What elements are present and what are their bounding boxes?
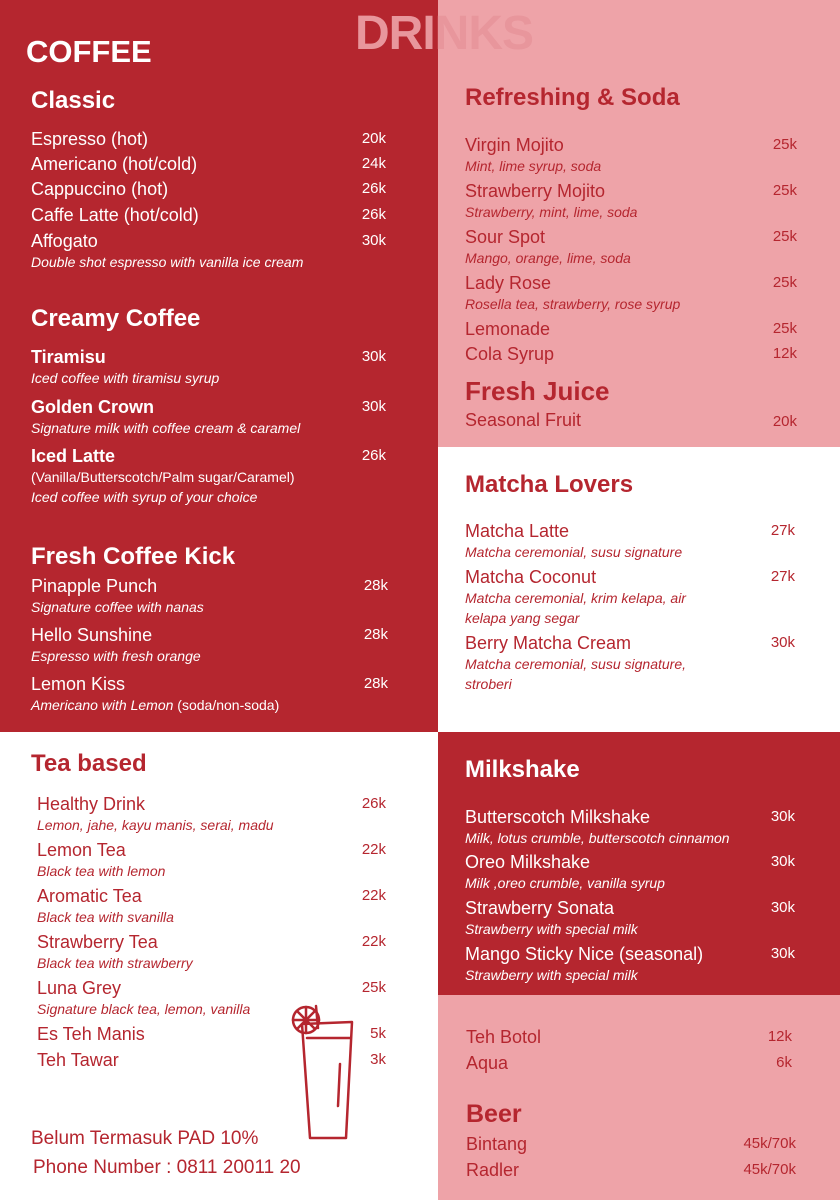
phone-number: Phone Number : 0811 20011 20	[33, 1157, 301, 1178]
item-name: Lemon Tea	[37, 840, 126, 860]
item-price: 6k	[776, 1054, 792, 1071]
item-price: 28k	[363, 675, 388, 692]
menu-item	[465, 343, 797, 365]
menu-item	[465, 566, 795, 628]
menu-item	[465, 851, 795, 893]
section-title-fresh-juice: Fresh Juice	[465, 376, 610, 406]
menu-item	[37, 885, 386, 927]
item-description: Espresso with fresh orange	[31, 648, 201, 664]
item-name: Iced Latte	[31, 446, 116, 466]
item-description: Mango, orange, lime, soda	[465, 250, 631, 266]
item-price: 22k	[361, 841, 386, 858]
item-name: Strawberry Tea	[37, 932, 158, 952]
item-price: 26k	[361, 206, 386, 223]
item-name: Teh Tawar	[37, 1050, 119, 1070]
menu-item	[31, 575, 388, 617]
menu-item	[31, 153, 386, 175]
menu-item	[31, 230, 386, 272]
menu-item	[465, 134, 797, 176]
menu-item	[466, 1026, 792, 1048]
section-title-tea-based: Tea based	[31, 750, 147, 777]
item-name: Matcha Coconut	[465, 567, 597, 587]
menu-item	[465, 409, 797, 431]
item-description: Signature black tea, lemon, vanilla	[37, 1001, 251, 1017]
menu-item	[465, 272, 797, 314]
item-description: Strawberry with special milk	[465, 921, 638, 937]
item-description-main: Americano with Lemon	[31, 697, 174, 713]
menu-item	[465, 897, 795, 939]
item-price: 22k	[361, 887, 386, 904]
item-price: 30k	[361, 348, 386, 365]
item-price: 25k	[772, 136, 797, 153]
item-description: Strawberry with special milk	[465, 967, 638, 983]
item-price: 25k	[772, 274, 797, 291]
item-price: 30k	[770, 945, 795, 962]
item-name: Strawberry Sonata	[465, 898, 615, 918]
item-description: Black tea with strawberry	[37, 955, 193, 971]
item-name: Cappuccino (hot)	[31, 179, 169, 199]
section-title-matcha-lovers: Matcha Lovers	[465, 471, 634, 498]
item-price: 25k	[772, 228, 797, 245]
item-price: 25k	[361, 979, 386, 996]
menu-item	[465, 632, 795, 694]
item-name: Mango Sticky Nice (seasonal)	[465, 944, 704, 964]
item-price: 27k	[770, 568, 795, 585]
menu-item	[466, 1133, 796, 1155]
item-price: 26k	[361, 447, 386, 464]
item-name: Luna Grey	[37, 978, 122, 998]
menu-item	[37, 931, 386, 973]
drink-glass-icon	[286, 1002, 358, 1144]
item-name: Cola Syrup	[465, 344, 555, 364]
menu-item	[465, 520, 795, 562]
item-description: Signature milk with coffee cream & caramel	[31, 420, 301, 436]
menu-item	[31, 624, 388, 666]
item-description: Iced coffee with syrup of your choice	[31, 489, 258, 505]
section-title-creamy-coffee: Creamy Coffee	[31, 305, 201, 332]
item-name: Lemon Kiss	[31, 674, 126, 694]
item-name: Es Teh Manis	[37, 1024, 145, 1044]
item-name: Matcha Latte	[465, 521, 570, 541]
menu-item	[466, 1159, 796, 1181]
section-title-refreshing-soda: Refreshing & Soda	[465, 84, 680, 111]
menu-item	[31, 204, 386, 226]
menu-item	[31, 445, 386, 507]
item-description: Milk, lotus crumble, butterscotch cinnamon	[465, 830, 730, 846]
item-name: Healthy Drink	[37, 794, 146, 814]
item-description: Iced coffee with tiramisu syrup	[31, 370, 220, 386]
item-name: Sour Spot	[465, 227, 546, 247]
item-price: 45k/70k	[743, 1161, 796, 1178]
item-price: 30k	[770, 853, 795, 870]
menu-item	[31, 346, 386, 388]
item-price: 45k/70k	[743, 1135, 796, 1152]
item-description: Black tea with lemon	[37, 863, 166, 879]
item-description: Matcha ceremonial, susu signature	[465, 544, 683, 560]
menu-item	[465, 943, 795, 985]
item-name: Aromatic Tea	[37, 886, 142, 906]
section-title-classic: Classic	[31, 87, 116, 114]
menu-item	[466, 1052, 792, 1074]
section-title-beer: Beer	[466, 1100, 522, 1128]
menu-item	[465, 318, 797, 340]
item-name: Teh Botol	[466, 1027, 542, 1047]
item-price: 30k	[770, 899, 795, 916]
item-price: 27k	[770, 522, 795, 539]
item-price: 28k	[363, 626, 388, 643]
item-note: (Vanilla/Butterscotch/Palm sugar/Caramel)	[31, 469, 295, 485]
item-name: Berry Matcha Cream	[465, 633, 632, 653]
item-price: 25k	[772, 320, 797, 337]
item-name: Espresso (hot)	[31, 129, 149, 149]
item-name: Caffe Latte (hot/cold)	[31, 205, 199, 225]
item-price: 30k	[770, 808, 795, 825]
item-description: Signature coffee with nanas	[31, 599, 204, 615]
item-description	[31, 695, 388, 715]
section-title-fresh-coffee-kick: Fresh Coffee Kick	[31, 543, 236, 570]
menu-item	[31, 673, 388, 715]
item-name: Aqua	[466, 1053, 509, 1073]
item-price: 20k	[772, 413, 797, 430]
item-price: 30k	[361, 398, 386, 415]
item-price: 26k	[361, 795, 386, 812]
item-price: 22k	[361, 933, 386, 950]
item-price: 5k	[370, 1025, 386, 1042]
item-name: Tiramisu	[31, 347, 106, 367]
item-name: Affogato	[31, 231, 98, 251]
item-price: 20k	[361, 130, 386, 147]
item-description: Matcha ceremonial, susu signature, stroberi	[465, 656, 686, 692]
item-name: Americano (hot/cold)	[31, 154, 198, 174]
menu-item	[465, 806, 795, 848]
item-price: 26k	[361, 180, 386, 197]
menu-item	[31, 128, 386, 150]
item-name: Golden Crown	[31, 397, 154, 417]
item-name: Pinapple Punch	[31, 576, 158, 596]
menu-item	[465, 180, 797, 222]
item-description: Strawberry, mint, lime, soda	[465, 204, 638, 220]
item-price: 28k	[363, 577, 388, 594]
item-name: Oreo Milkshake	[465, 852, 591, 872]
item-description: Double shot espresso with vanilla ice cream	[31, 254, 304, 270]
item-name: Bintang	[466, 1134, 528, 1154]
item-name: Radler	[466, 1160, 520, 1180]
menu-item	[37, 793, 386, 835]
item-description: Black tea with svanilla	[37, 909, 174, 925]
item-name: Butterscotch Milkshake	[465, 807, 651, 827]
item-price: 30k	[361, 232, 386, 249]
item-description-extra: (soda/non-soda)	[173, 697, 280, 713]
item-description: Lemon, jahe, kayu manis, serai, madu	[37, 817, 274, 833]
item-name: Lemonade	[465, 319, 551, 339]
section-title-milkshake: Milkshake	[465, 756, 580, 783]
menu-item	[465, 226, 797, 268]
item-price: 3k	[370, 1051, 386, 1068]
menu-item	[31, 396, 386, 438]
item-price: 12k	[767, 1028, 792, 1045]
item-description: Milk ,oreo crumble, vanilla syrup	[465, 875, 665, 891]
item-price: 12k	[772, 345, 797, 362]
item-description: Mint, lime syrup, soda	[465, 158, 602, 174]
tax-note: Belum Termasuk PAD 10%	[31, 1128, 259, 1149]
item-name: Seasonal Fruit	[465, 410, 582, 430]
item-price: 24k	[361, 155, 386, 172]
menu-item	[37, 839, 386, 881]
drinks-title: DRINKS	[355, 7, 534, 60]
menu-item	[31, 178, 386, 200]
item-price: 25k	[772, 182, 797, 199]
item-description: Matcha ceremonial, krim kelapa, air kelapa yang segar	[465, 590, 686, 626]
item-description: Rosella tea, strawberry, rose syrup	[465, 296, 681, 312]
item-name: Lady Rose	[465, 273, 552, 293]
item-name: Virgin Mojito	[465, 135, 564, 155]
item-name: Hello Sunshine	[31, 625, 153, 645]
coffee-title: COFFEE	[26, 34, 152, 69]
item-name: Strawberry Mojito	[465, 181, 606, 201]
item-price: 30k	[770, 634, 795, 651]
